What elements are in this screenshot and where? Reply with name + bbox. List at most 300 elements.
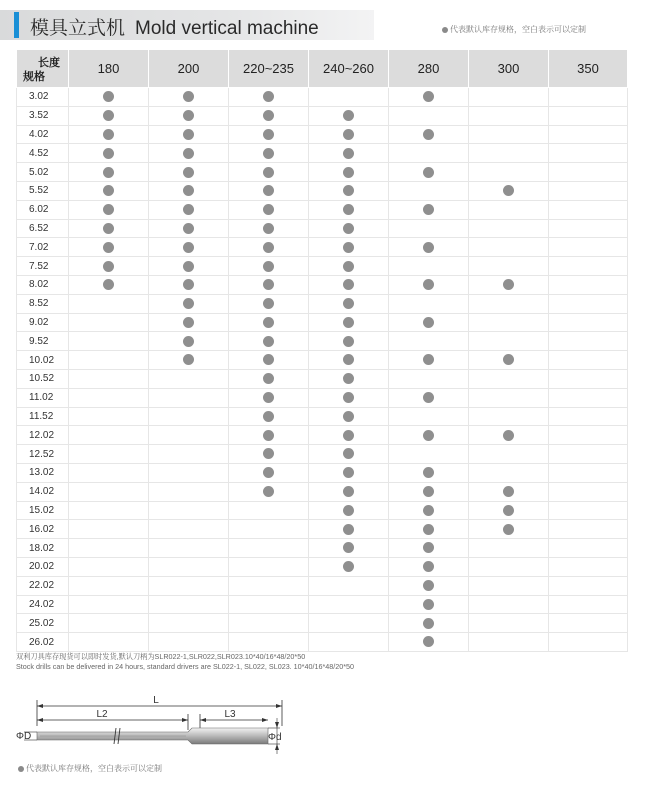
bullet-icon xyxy=(442,27,448,33)
availability-cell xyxy=(309,163,389,182)
availability-cell xyxy=(149,351,229,370)
stock-dot-icon xyxy=(503,354,514,365)
availability-cell xyxy=(469,445,549,464)
availability-cell xyxy=(469,407,549,426)
stock-dot-icon xyxy=(263,129,274,140)
column-header: 240~260 xyxy=(309,50,389,88)
stock-dot-icon xyxy=(503,185,514,196)
stock-dot-icon xyxy=(263,317,274,328)
stock-dot-icon xyxy=(263,91,274,102)
stock-dot-icon xyxy=(343,392,354,403)
availability-cell xyxy=(229,426,309,445)
availability-cell xyxy=(389,238,469,257)
availability-cell xyxy=(469,614,549,633)
spec-table xyxy=(16,49,628,652)
availability-cell xyxy=(229,539,309,558)
size-cell: 3.02 xyxy=(17,88,69,107)
stock-dot-icon xyxy=(183,336,194,347)
availability-cell xyxy=(469,463,549,482)
table-row xyxy=(17,106,628,125)
stock-dot-icon xyxy=(503,524,514,535)
stock-dot-icon xyxy=(423,204,434,215)
availability-cell xyxy=(69,332,149,351)
availability-cell xyxy=(389,633,469,652)
availability-cell xyxy=(549,482,628,501)
availability-cell xyxy=(149,388,229,407)
availability-cell xyxy=(69,181,149,200)
size-cell: 13.02 xyxy=(17,463,69,482)
table-row xyxy=(17,407,628,426)
table-body xyxy=(17,88,628,652)
availability-cell xyxy=(69,369,149,388)
availability-cell xyxy=(69,426,149,445)
stock-dot-icon xyxy=(343,261,354,272)
stock-dot-icon xyxy=(103,185,114,196)
availability-cell xyxy=(149,106,229,125)
availability-cell xyxy=(229,294,309,313)
availability-cell xyxy=(309,501,389,520)
column-header: 220~235 xyxy=(229,50,309,88)
label-D: ΦD xyxy=(16,731,32,742)
table-row xyxy=(17,633,628,652)
stock-dot-icon xyxy=(183,317,194,328)
availability-cell xyxy=(149,88,229,107)
legend-top xyxy=(442,24,586,35)
availability-cell xyxy=(309,144,389,163)
table-row xyxy=(17,125,628,144)
availability-cell xyxy=(309,407,389,426)
availability-cell xyxy=(389,313,469,332)
availability-cell xyxy=(149,144,229,163)
stock-dot-icon xyxy=(263,261,274,272)
stock-dot-icon xyxy=(423,91,434,102)
availability-cell xyxy=(389,144,469,163)
availability-cell xyxy=(389,163,469,182)
stock-dot-icon xyxy=(423,486,434,497)
availability-cell xyxy=(389,407,469,426)
label-L3: L3 xyxy=(224,709,236,720)
label-L2: L2 xyxy=(96,709,108,720)
size-cell: 11.02 xyxy=(17,388,69,407)
availability-cell xyxy=(69,106,149,125)
availability-cell xyxy=(469,351,549,370)
availability-cell xyxy=(229,144,309,163)
stock-dot-icon xyxy=(343,505,354,516)
corner-length-label: 长度 xyxy=(38,57,60,69)
table-row xyxy=(17,181,628,200)
size-cell: 18.02 xyxy=(17,539,69,558)
column-header: 180 xyxy=(69,50,149,88)
availability-cell xyxy=(229,125,309,144)
page-title xyxy=(30,13,319,40)
availability-cell xyxy=(229,219,309,238)
stock-dot-icon xyxy=(423,167,434,178)
stock-dot-icon xyxy=(343,167,354,178)
availability-cell xyxy=(389,275,469,294)
availability-cell xyxy=(549,219,628,238)
availability-cell xyxy=(389,463,469,482)
availability-cell xyxy=(549,445,628,464)
stock-dot-icon xyxy=(423,354,434,365)
availability-cell xyxy=(309,257,389,276)
stock-dot-icon xyxy=(343,486,354,497)
availability-cell xyxy=(549,106,628,125)
availability-cell xyxy=(309,125,389,144)
stock-dot-icon xyxy=(423,524,434,535)
availability-cell xyxy=(149,445,229,464)
availability-cell xyxy=(69,313,149,332)
availability-cell xyxy=(309,88,389,107)
availability-cell xyxy=(469,200,549,219)
availability-cell xyxy=(149,482,229,501)
availability-cell xyxy=(549,294,628,313)
stock-dot-icon xyxy=(263,204,274,215)
size-cell: 10.52 xyxy=(17,369,69,388)
availability-cell xyxy=(469,163,549,182)
stock-dot-icon xyxy=(263,486,274,497)
table-row xyxy=(17,238,628,257)
availability-cell xyxy=(469,257,549,276)
size-cell: 8.02 xyxy=(17,275,69,294)
availability-cell xyxy=(549,539,628,558)
availability-cell xyxy=(69,557,149,576)
stock-dot-icon xyxy=(183,148,194,159)
table-row xyxy=(17,294,628,313)
title-cn: 模具立式机 xyxy=(30,18,126,39)
drill-diagram xyxy=(10,690,300,760)
table-row xyxy=(17,332,628,351)
availability-cell xyxy=(389,181,469,200)
availability-cell xyxy=(549,181,628,200)
stock-dot-icon xyxy=(263,242,274,253)
availability-cell xyxy=(309,482,389,501)
availability-cell xyxy=(69,633,149,652)
availability-cell xyxy=(309,426,389,445)
stock-dot-icon xyxy=(263,279,274,290)
stock-dot-icon xyxy=(263,354,274,365)
availability-cell xyxy=(549,633,628,652)
availability-cell xyxy=(389,125,469,144)
availability-cell xyxy=(69,294,149,313)
availability-cell xyxy=(549,238,628,257)
availability-cell xyxy=(149,501,229,520)
availability-cell xyxy=(389,520,469,539)
stock-dot-icon xyxy=(343,242,354,253)
size-cell: 5.02 xyxy=(17,163,69,182)
availability-cell xyxy=(229,633,309,652)
table-row xyxy=(17,200,628,219)
availability-cell xyxy=(69,463,149,482)
table-row xyxy=(17,445,628,464)
availability-cell xyxy=(309,313,389,332)
availability-cell xyxy=(149,520,229,539)
stock-dot-icon xyxy=(343,223,354,234)
table-row xyxy=(17,351,628,370)
note-en: Stock drills can be delivered in 24 hours, standard drivers are SL022-1, SL022, SL023. 10*40/16*48/20*50 xyxy=(16,662,355,671)
availability-cell xyxy=(309,539,389,558)
table-row xyxy=(17,88,628,107)
availability-cell xyxy=(229,407,309,426)
size-cell: 12.52 xyxy=(17,445,69,464)
availability-cell xyxy=(309,219,389,238)
availability-cell xyxy=(549,88,628,107)
availability-cell xyxy=(549,369,628,388)
availability-cell xyxy=(549,351,628,370)
availability-cell xyxy=(389,219,469,238)
availability-cell xyxy=(69,445,149,464)
availability-cell xyxy=(149,294,229,313)
availability-cell xyxy=(389,88,469,107)
stock-dot-icon xyxy=(423,618,434,629)
stock-dot-icon xyxy=(423,279,434,290)
availability-cell xyxy=(69,595,149,614)
availability-cell xyxy=(389,426,469,445)
header-accent-bar xyxy=(14,12,19,38)
availability-cell xyxy=(549,501,628,520)
availability-cell xyxy=(309,238,389,257)
availability-cell xyxy=(309,275,389,294)
availability-cell xyxy=(389,557,469,576)
availability-cell xyxy=(229,88,309,107)
stock-dot-icon xyxy=(103,110,114,121)
availability-cell xyxy=(149,407,229,426)
availability-cell xyxy=(469,595,549,614)
column-header: 350 xyxy=(549,50,628,88)
stock-dot-icon xyxy=(343,430,354,441)
stock-dot-icon xyxy=(103,261,114,272)
label-L: L xyxy=(153,695,159,706)
arrow-icon xyxy=(275,722,279,728)
stock-dot-icon xyxy=(343,279,354,290)
availability-cell xyxy=(149,163,229,182)
stock-dot-icon xyxy=(263,448,274,459)
stock-dot-icon xyxy=(423,580,434,591)
stock-dot-icon xyxy=(103,129,114,140)
availability-cell xyxy=(389,200,469,219)
availability-cell xyxy=(229,463,309,482)
stock-dot-icon xyxy=(343,336,354,347)
stock-dot-icon xyxy=(343,542,354,553)
stock-dot-icon xyxy=(423,599,434,610)
table-row xyxy=(17,595,628,614)
availability-cell xyxy=(549,163,628,182)
stock-dot-icon xyxy=(183,167,194,178)
availability-cell xyxy=(229,257,309,276)
availability-cell xyxy=(549,275,628,294)
availability-cell xyxy=(389,332,469,351)
availability-cell xyxy=(549,200,628,219)
availability-cell xyxy=(469,332,549,351)
stock-dot-icon xyxy=(263,467,274,478)
stock-dot-icon xyxy=(503,430,514,441)
table-row xyxy=(17,369,628,388)
table-row xyxy=(17,501,628,520)
availability-cell xyxy=(229,501,309,520)
availability-cell xyxy=(229,275,309,294)
size-cell: 11.52 xyxy=(17,407,69,426)
availability-cell xyxy=(229,106,309,125)
stock-dot-icon xyxy=(103,223,114,234)
availability-cell xyxy=(149,275,229,294)
availability-cell xyxy=(229,351,309,370)
availability-cell xyxy=(549,388,628,407)
stock-dot-icon xyxy=(103,279,114,290)
availability-cell xyxy=(149,369,229,388)
arrow-icon xyxy=(37,718,43,722)
size-cell: 12.02 xyxy=(17,426,69,445)
availability-cell xyxy=(469,125,549,144)
availability-cell xyxy=(469,369,549,388)
size-cell: 24.02 xyxy=(17,595,69,614)
stock-dot-icon xyxy=(183,261,194,272)
availability-cell xyxy=(309,520,389,539)
availability-cell xyxy=(69,388,149,407)
stock-dot-icon xyxy=(263,148,274,159)
stock-dot-icon xyxy=(263,411,274,422)
availability-cell xyxy=(389,595,469,614)
table-corner-cell xyxy=(17,50,69,88)
table-row xyxy=(17,557,628,576)
arrow-icon xyxy=(276,704,282,708)
size-cell: 25.02 xyxy=(17,614,69,633)
size-cell: 20.02 xyxy=(17,557,69,576)
availability-cell xyxy=(309,576,389,595)
stock-dot-icon xyxy=(103,242,114,253)
stock-dot-icon xyxy=(343,148,354,159)
stock-dot-icon xyxy=(183,242,194,253)
availability-cell xyxy=(389,539,469,558)
availability-cell xyxy=(149,257,229,276)
table-header-row xyxy=(17,50,628,88)
size-cell: 14.02 xyxy=(17,482,69,501)
availability-cell xyxy=(469,238,549,257)
availability-cell xyxy=(69,257,149,276)
size-cell: 15.02 xyxy=(17,501,69,520)
availability-cell xyxy=(389,294,469,313)
size-cell: 6.52 xyxy=(17,219,69,238)
availability-cell xyxy=(309,388,389,407)
stock-dot-icon xyxy=(343,448,354,459)
availability-cell xyxy=(69,88,149,107)
stock-dot-icon xyxy=(263,336,274,347)
availability-cell xyxy=(389,576,469,595)
notes xyxy=(16,652,354,672)
stock-dot-icon xyxy=(423,430,434,441)
size-cell: 9.02 xyxy=(17,313,69,332)
stock-dot-icon xyxy=(343,354,354,365)
availability-cell xyxy=(229,576,309,595)
table-row xyxy=(17,388,628,407)
stock-dot-icon xyxy=(183,129,194,140)
availability-cell xyxy=(389,614,469,633)
availability-cell xyxy=(549,576,628,595)
stock-dot-icon xyxy=(263,223,274,234)
column-header: 280 xyxy=(389,50,469,88)
availability-cell xyxy=(549,332,628,351)
stock-dot-icon xyxy=(343,110,354,121)
stock-dot-icon xyxy=(263,167,274,178)
availability-cell xyxy=(149,463,229,482)
availability-cell xyxy=(309,633,389,652)
availability-cell xyxy=(389,501,469,520)
stock-dot-icon xyxy=(423,505,434,516)
availability-cell xyxy=(309,332,389,351)
availability-cell xyxy=(229,200,309,219)
availability-cell xyxy=(549,463,628,482)
stock-dot-icon xyxy=(343,298,354,309)
stock-dot-icon xyxy=(503,486,514,497)
table-row xyxy=(17,539,628,558)
stock-dot-icon xyxy=(343,185,354,196)
availability-cell xyxy=(389,351,469,370)
size-cell: 10.02 xyxy=(17,351,69,370)
availability-cell xyxy=(469,557,549,576)
availability-cell xyxy=(149,539,229,558)
stock-dot-icon xyxy=(183,279,194,290)
availability-cell xyxy=(309,557,389,576)
stock-dot-icon xyxy=(103,148,114,159)
table-row xyxy=(17,163,628,182)
availability-cell xyxy=(149,181,229,200)
stock-dot-icon xyxy=(103,167,114,178)
stock-dot-icon xyxy=(423,542,434,553)
stock-dot-icon xyxy=(263,110,274,121)
availability-cell xyxy=(469,219,549,238)
availability-cell xyxy=(549,407,628,426)
availability-cell xyxy=(69,125,149,144)
stock-dot-icon xyxy=(183,223,194,234)
availability-cell xyxy=(229,557,309,576)
size-cell: 8.52 xyxy=(17,294,69,313)
availability-cell xyxy=(469,106,549,125)
size-cell: 4.02 xyxy=(17,125,69,144)
stock-dot-icon xyxy=(183,298,194,309)
availability-cell xyxy=(69,407,149,426)
availability-cell xyxy=(469,539,549,558)
availability-cell xyxy=(229,181,309,200)
availability-cell xyxy=(229,614,309,633)
stock-dot-icon xyxy=(343,373,354,384)
table-row xyxy=(17,482,628,501)
availability-cell xyxy=(309,595,389,614)
availability-cell xyxy=(469,88,549,107)
availability-cell xyxy=(469,275,549,294)
availability-cell xyxy=(469,144,549,163)
table-row xyxy=(17,219,628,238)
stock-dot-icon xyxy=(503,279,514,290)
stock-dot-icon xyxy=(423,129,434,140)
availability-cell xyxy=(149,200,229,219)
availability-cell xyxy=(389,106,469,125)
availability-cell xyxy=(69,219,149,238)
legend-bottom xyxy=(18,763,162,774)
size-cell: 7.52 xyxy=(17,257,69,276)
stock-dot-icon xyxy=(183,185,194,196)
arrow-icon xyxy=(200,718,206,722)
stock-dot-icon xyxy=(343,467,354,478)
table-row xyxy=(17,614,628,633)
availability-cell xyxy=(149,633,229,652)
availability-cell xyxy=(549,125,628,144)
table-row xyxy=(17,463,628,482)
bullet-icon xyxy=(18,766,24,772)
availability-cell xyxy=(229,388,309,407)
availability-cell xyxy=(149,238,229,257)
availability-cell xyxy=(469,520,549,539)
availability-cell xyxy=(469,426,549,445)
stock-dot-icon xyxy=(263,392,274,403)
availability-cell xyxy=(229,238,309,257)
